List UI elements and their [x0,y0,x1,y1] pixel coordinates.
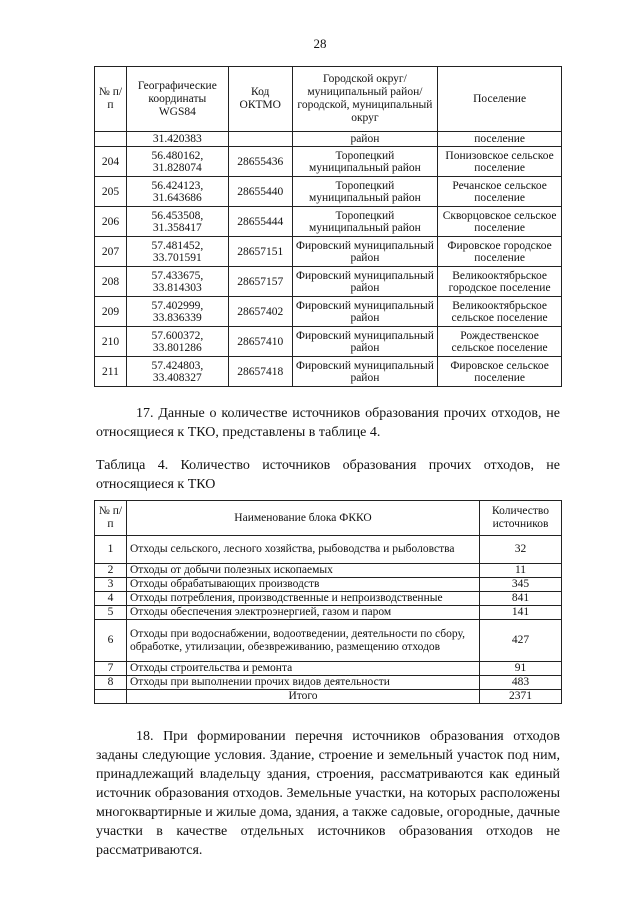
header-num: № п/п [95,67,127,132]
cell-count: 11 [480,564,562,578]
cell-oktmo: 28657402 [228,297,292,327]
cell-district: Торопецкий муниципальный район [292,207,438,237]
cell-count: 841 [480,592,562,606]
page-number: 28 [313,36,327,51]
cell-district: Фировский муниципальный район [292,357,438,387]
paragraph-18: 18. При формировании перечня источников образования отходов заданы следующие условия. Здание, строение и земельный участок под ним, принадлежащий владельцу здания, строения, рассматриваются как единый источник образования отходов. Земельные участки, на которых расположены многоквартирные и жилые дома, здания, а также садовые, огородные, дачные участки в качестве отдельных источников образования отходов не рассматриваются. [96,729,560,858]
table-row [95,327,562,357]
total-label: Итого [126,690,479,704]
cell-num: 5 [95,606,127,620]
cell-district: Фировский муниципальный район [292,297,438,327]
cell-settlement: поселение [438,132,562,147]
cell-name: Отходы строительства и ремонта [126,662,479,676]
cell-oktmo: 28657410 [228,327,292,357]
cell-settlement: Фировское сельское поселение [438,357,562,387]
cell-coords: 57.600372, 33.801286 [126,327,228,357]
cell-district: Фировский муниципальный район [292,237,438,267]
table-row [95,207,562,237]
cell-district: Фировский муниципальный район [292,327,438,357]
header-fkko-block: Наименование блока ФККО [126,501,479,536]
cell-num: 211 [95,357,127,387]
header-settlement: Поселение [438,67,562,132]
cell-coords: 31.420383 [126,132,228,147]
cell-num: 208 [95,267,127,297]
cell-count: 91 [480,662,562,676]
cell-num: 2 [95,564,127,578]
cell-coords: 57.402999, 33.836339 [126,297,228,327]
table-row [95,297,562,327]
table-row [95,676,562,690]
table-row [95,578,562,592]
header-oktmo: Код ОКТМО [228,67,292,132]
table4-caption: Таблица 4. Количество источников образования прочих отходов, не относящиеся к ТКО [96,458,560,492]
table-header-row [95,67,562,132]
total-row [95,690,562,704]
cell-num: 204 [95,147,127,177]
cell-num: 209 [95,297,127,327]
cell-name: Отходы обрабатывающих производств [126,578,479,592]
cell-count: 427 [480,620,562,662]
table-row [95,536,562,564]
total-value: 2371 [480,690,562,704]
header-district: Городской округ/ муниципальный район/городской, муниципальный округ [292,67,438,132]
cell-name: Отходы при выполнении прочих видов деятельности [126,676,479,690]
cell-num: 207 [95,237,127,267]
header-coords: Географические координаты WGS84 [126,67,228,132]
cell-coords: 57.481452, 33.701591 [126,237,228,267]
table-row [95,267,562,297]
cell-name: Отходы сельского, лесного хозяйства, рыбоводства и рыболовства [126,536,479,564]
cell-num: 206 [95,207,127,237]
cell-district: Торопецкий муниципальный район [292,177,438,207]
table-row [95,177,562,207]
cell-name: Отходы от добычи полезных ископаемых [126,564,479,578]
table-row [95,564,562,578]
waste-sources-table [94,500,562,704]
cell-oktmo: 28655440 [228,177,292,207]
cell-coords: 57.424803, 33.408327 [126,357,228,387]
table-row-continuation [95,132,562,147]
cell-settlement: Фировское городское поселение [438,237,562,267]
cell-num: 4 [95,592,127,606]
table-header-row [95,501,562,536]
cell-district: Торопецкий муниципальный район [292,147,438,177]
cell-oktmo: 28657157 [228,267,292,297]
cell-coords: 56.424123, 31.643686 [126,177,228,207]
table-row [95,620,562,662]
cell-num: 8 [95,676,127,690]
cell-coords: 57.433675, 33.814303 [126,267,228,297]
cell-district: район [292,132,438,147]
cell-num: 205 [95,177,127,207]
cell-oktmo: 28655436 [228,147,292,177]
cell-num: 3 [95,578,127,592]
header-num: № п/п [95,501,127,536]
table-row [95,592,562,606]
table-row [95,606,562,620]
cell-coords: 56.453508, 31.358417 [126,207,228,237]
cell-count: 483 [480,676,562,690]
table-row [95,237,562,267]
cell-settlement: Скворцовское сельское поселение [438,207,562,237]
cell-count: 32 [480,536,562,564]
table-row [95,662,562,676]
cell-name: Отходы обеспечения электроэнергией, газом и паром [126,606,479,620]
cell-settlement: Великооктябрьское сельское поселение [438,297,562,327]
header-count: Количество источников [480,501,562,536]
cell-count: 345 [480,578,562,592]
cell-coords: 56.480162, 31.828074 [126,147,228,177]
cell-name: Отходы при водоснабжении, водоотведении, деятельности по сбору, обработке, утилизации, обезвреживанию, размещению отходов [126,620,479,662]
cell-count: 141 [480,606,562,620]
cell-settlement: Великооктябрьское городское поселение [438,267,562,297]
settlements-table [94,66,562,387]
table-row [95,357,562,387]
cell-num: 7 [95,662,127,676]
cell-name: Отходы потребления, производственные и непроизводственные [126,592,479,606]
cell-settlement: Рождественское сельское поселение [438,327,562,357]
table-row [95,147,562,177]
cell-settlement: Речанское сельское поселение [438,177,562,207]
paragraph-17: 17. Данные о количестве источников образования прочих отходов, не относящиеся к ТКО, представлены в таблице 4. [96,406,560,440]
cell-oktmo: 28657418 [228,357,292,387]
cell-oktmo: 28657151 [228,237,292,267]
cell-oktmo: 28655444 [228,207,292,237]
cell-num: 6 [95,620,127,662]
cell-num: 210 [95,327,127,357]
cell-num: 1 [95,536,127,564]
cell-settlement: Понизовское сельское поселение [438,147,562,177]
cell-district: Фировский муниципальный район [292,267,438,297]
